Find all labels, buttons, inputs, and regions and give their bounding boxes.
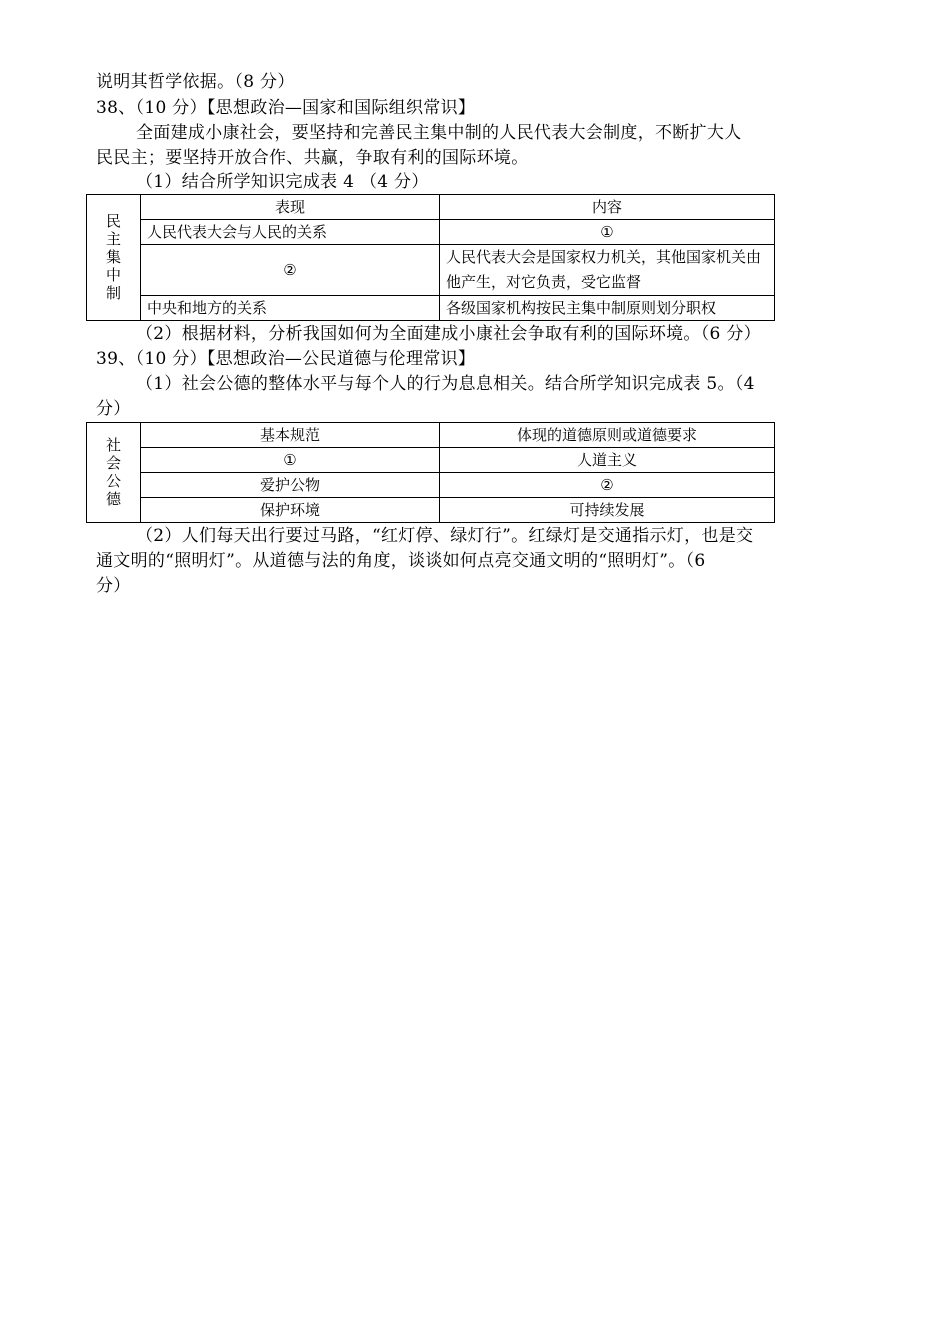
question-38-part-2: （2）根据材料，分析我国如何为全面建成小康社会争取有利的国际环境。（6 分）	[136, 324, 761, 344]
table-5-header-cell: 体现的道德原则或道德要求	[440, 423, 775, 448]
table-row	[87, 473, 775, 498]
table-cell: ①	[440, 220, 775, 245]
question-39-part-2: （2）人们每天出行要过马路，“红灯停、绿灯行”。红绿灯是交通指示灯，也是交	[136, 526, 754, 546]
question-39-part-2-cont: 通文明的“照明灯”。从道德与法的角度，谈谈如何点亮交通文明的“照明灯”。（6	[96, 551, 706, 571]
table-4	[86, 194, 775, 321]
table-row	[87, 296, 775, 321]
table-row	[87, 498, 775, 523]
table-cell: 爱护公物	[141, 473, 440, 498]
table-cell: 可持续发展	[440, 498, 775, 523]
question-38-header: 38、（10 分）【思想政治—国家和国际组织常识】	[96, 98, 476, 118]
table-cell: ②	[141, 245, 440, 296]
question-39-part-2-end: 分）	[96, 576, 131, 596]
question-39-part-1-cont: 分）	[96, 399, 131, 419]
table-row	[87, 448, 775, 473]
table-cell: ②	[440, 473, 775, 498]
question-38-part-1: （1）结合所学知识完成表 4 （4 分）	[136, 172, 429, 192]
question-39-part-1: （1）社会公德的整体水平与每个人的行为息息相关。结合所学知识完成表 5。（4	[136, 374, 755, 394]
table-row	[87, 220, 775, 245]
table-cell: 各级国家机构按民主集中制原则划分职权	[440, 296, 775, 321]
text-line: 说明其哲学依据。（8 分）	[96, 72, 295, 92]
question-38-intro: 全面建成小康社会，要坚持和完善民主集中制的人民代表大会制度，不断扩大人	[136, 123, 742, 143]
question-38-intro-cont: 民民主；要坚持开放合作、共赢，争取有利的国际环境。	[96, 148, 529, 168]
table-5-side-label: 社会公德	[87, 423, 141, 523]
table-5-header-cell: 基本规范	[141, 423, 440, 448]
table-cell: 人道主义	[440, 448, 775, 473]
table-cell: 保护环境	[141, 498, 440, 523]
table-4-side-label: 民主集中制	[87, 195, 141, 321]
table-5	[86, 422, 775, 523]
table-cell: 中央和地方的关系	[141, 296, 440, 321]
table-4-header-cell: 内容	[440, 195, 775, 220]
question-39-header: 39、（10 分）【思想政治—公民道德与伦理常识】	[96, 349, 476, 369]
table-cell: 人民代表大会是国家权力机关，其他国家机关由他产生，对它负责，受它监督	[440, 245, 775, 296]
table-row	[87, 245, 775, 296]
table-cell: 人民代表大会与人民的关系	[141, 220, 440, 245]
table-cell: ①	[141, 448, 440, 473]
table-4-header-cell: 表现	[141, 195, 440, 220]
